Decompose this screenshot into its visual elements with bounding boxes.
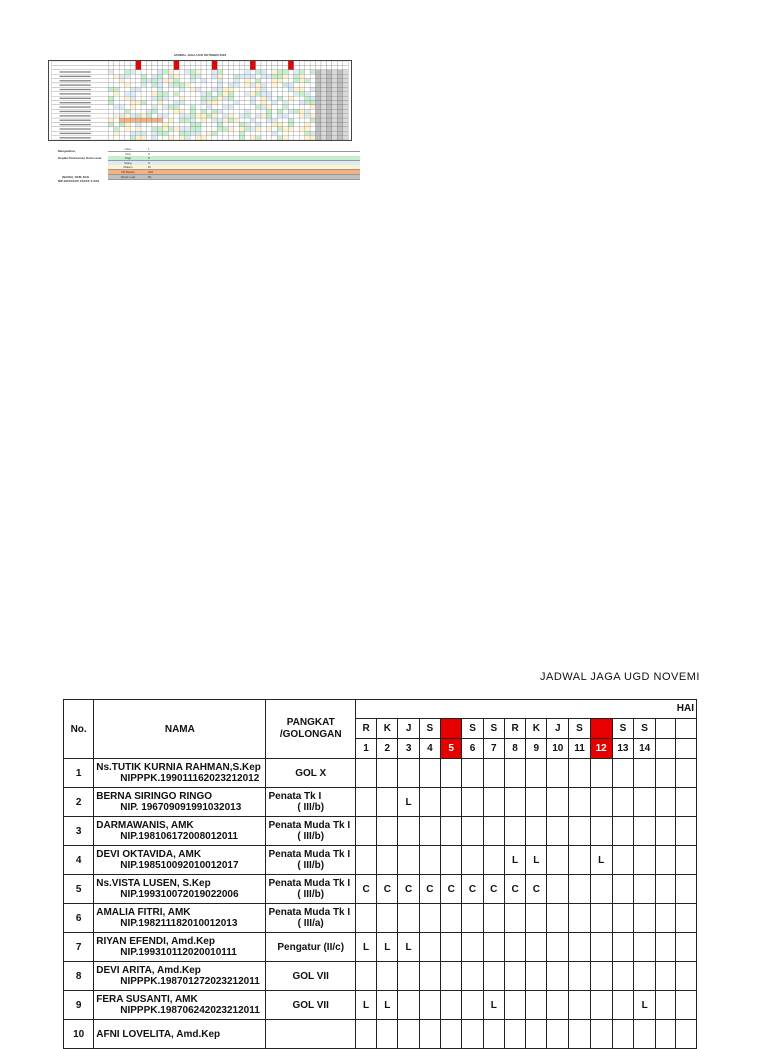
shift-cell[interactable]	[419, 846, 440, 875]
shift-cell[interactable]	[590, 817, 612, 846]
shift-cell[interactable]	[547, 991, 569, 1020]
staff-name-cell	[94, 846, 266, 875]
shift-cell[interactable]	[419, 1020, 440, 1049]
shift-cell[interactable]	[483, 788, 504, 817]
rank-label: Pengatur (II/c)	[277, 941, 345, 953]
day-number-6: 6	[462, 738, 483, 758]
legend-label: Siang	[124, 160, 132, 165]
shift-cell[interactable]	[547, 875, 569, 904]
shift-cell[interactable]	[504, 1020, 525, 1049]
shift-cell[interactable]	[612, 875, 634, 904]
rank-label: Penata Muda Tk I	[268, 907, 351, 918]
row-number: 4	[64, 846, 94, 875]
shift-cell[interactable]: L	[377, 933, 398, 962]
staff-name: RIYAN EFENDI, Amd.Kep	[96, 936, 215, 947]
shift-cell[interactable]	[634, 962, 656, 991]
staff-nip: NIPPPK.199011162023212012	[120, 773, 260, 784]
shift-cell[interactable]: L	[377, 991, 398, 1020]
day-letter-12: M	[590, 718, 612, 738]
signer-nip: NIP.19XXXXXX XXXXX X XXX	[58, 179, 100, 183]
shift-cell[interactable]	[634, 875, 656, 904]
shift-cell[interactable]	[483, 759, 504, 788]
staff-name-cell	[94, 962, 266, 991]
rank-grade: ( III/a)	[297, 918, 324, 929]
staff-nip: NIP. 196709091991032013	[120, 802, 242, 813]
shift-cell[interactable]	[526, 933, 547, 962]
shift-cell[interactable]	[462, 962, 483, 991]
shift-cell[interactable]	[547, 846, 569, 875]
legend-label: Cuti	[125, 151, 131, 156]
day-number-14: 14	[634, 738, 656, 758]
shift-cell[interactable]	[398, 962, 419, 991]
shift-cell-extra[interactable]	[655, 759, 675, 788]
shift-cell[interactable]	[419, 759, 440, 788]
rank-cell	[266, 933, 355, 962]
legend-code: S	[148, 160, 151, 165]
legend-code: L	[148, 147, 150, 151]
shift-cell[interactable]	[526, 991, 547, 1020]
shift-cell[interactable]	[547, 1020, 569, 1049]
staff-name-cell	[94, 933, 266, 962]
shift-cell[interactable]	[483, 846, 504, 875]
rank-label: GOL VII	[292, 999, 329, 1011]
header-nama: NAMA	[94, 700, 266, 759]
shift-cell[interactable]	[462, 788, 483, 817]
shift-cell[interactable]	[612, 1020, 634, 1049]
rank-cell	[266, 991, 355, 1020]
staff-name: AFNI LOVELITA, Amd.Kep	[96, 1028, 221, 1040]
table-row	[64, 788, 697, 817]
shift-cell[interactable]	[441, 788, 462, 817]
shift-cell[interactable]	[398, 817, 419, 846]
shift-cell-extra[interactable]	[655, 904, 675, 933]
header-hari: HAI	[355, 700, 696, 719]
shift-cell[interactable]	[504, 788, 525, 817]
rank-cell	[266, 788, 355, 817]
shift-cell[interactable]: C	[483, 875, 504, 904]
shift-cell[interactable]	[612, 933, 634, 962]
shift-cell-extra[interactable]	[655, 817, 675, 846]
shift-cell[interactable]	[569, 933, 591, 962]
rank-cell	[266, 817, 355, 846]
shift-cell[interactable]	[483, 933, 504, 962]
row-number: 6	[64, 904, 94, 933]
staff-nip: NIPPPK.198706242023212011	[120, 1005, 260, 1016]
shift-cell-extra[interactable]	[676, 962, 697, 991]
row-number: 8	[64, 962, 94, 991]
shift-cell[interactable]	[547, 788, 569, 817]
shift-cell[interactable]: C	[398, 875, 419, 904]
shift-cell[interactable]	[634, 817, 656, 846]
shift-cell[interactable]	[483, 817, 504, 846]
staff-name-cell	[94, 875, 266, 904]
legend-label: Dinas Luar	[120, 174, 136, 179]
shift-cell[interactable]: L	[590, 846, 612, 875]
shift-cell[interactable]	[569, 788, 591, 817]
shift-cell[interactable]	[612, 788, 634, 817]
shift-cell[interactable]	[377, 846, 398, 875]
staff-name: DEVI ARITA, Amd.Kep	[96, 965, 201, 976]
rank-cell	[266, 846, 355, 875]
legend-code: DL	[148, 174, 152, 179]
shift-cell[interactable]	[462, 759, 483, 788]
shift-cell[interactable]: C	[462, 875, 483, 904]
staff-name-cell	[94, 991, 266, 1020]
rank-label: Penata Tk I	[268, 791, 322, 802]
day-number-5: 5	[441, 738, 462, 758]
shift-cell[interactable]	[547, 817, 569, 846]
table-row	[64, 933, 697, 962]
staff-name-cell	[94, 788, 266, 817]
legend-code: OM	[148, 170, 153, 174]
legend-code: C	[148, 151, 151, 156]
shift-cell[interactable]: C	[526, 875, 547, 904]
legend-label: Off Malam	[121, 170, 135, 174]
shift-cell[interactable]	[526, 817, 547, 846]
day-letter-extra	[676, 718, 697, 738]
shift-cell[interactable]	[526, 962, 547, 991]
shift-cell[interactable]	[612, 759, 634, 788]
shift-cell[interactable]	[377, 1020, 398, 1049]
shift-cell[interactable]	[526, 788, 547, 817]
shift-cell[interactable]	[441, 933, 462, 962]
row-number: 1	[64, 759, 94, 788]
legend-label: Pagi	[124, 156, 131, 161]
shift-cell[interactable]	[441, 962, 462, 991]
rank-label: Penata Muda Tk I	[268, 878, 351, 889]
shift-cell[interactable]	[634, 759, 656, 788]
shift-cell[interactable]	[634, 933, 656, 962]
staff-nip: NIP.199310072019022006	[120, 889, 239, 900]
staff-name: Ns.TUTIK KURNIA RAHMAN,S.Kep	[96, 762, 261, 773]
shift-cell[interactable]	[377, 817, 398, 846]
shift-cell[interactable]	[569, 904, 591, 933]
shift-cell[interactable]	[526, 1020, 547, 1049]
rank-grade: ( III/b)	[297, 802, 325, 813]
shift-cell[interactable]	[504, 759, 525, 788]
day-letter-2: K	[377, 718, 398, 738]
shift-cell[interactable]	[462, 1020, 483, 1049]
shift-cell[interactable]: L	[398, 788, 419, 817]
day-number-7: 7	[483, 738, 504, 758]
table-row	[64, 817, 697, 846]
shift-cell[interactable]	[612, 962, 634, 991]
day-letter-13: S	[612, 718, 634, 738]
staff-name: DARMAWANIS, AMK	[96, 820, 194, 831]
staff-nip: NIP.199310112020010111	[120, 947, 237, 958]
legend-code: M	[148, 165, 151, 170]
shift-cell[interactable]	[419, 788, 440, 817]
shift-cell[interactable]	[526, 759, 547, 788]
day-letter-11: S	[569, 718, 591, 738]
shift-cell[interactable]	[462, 991, 483, 1020]
day-number-10: 10	[547, 738, 569, 758]
shift-cell-extra[interactable]	[655, 933, 675, 962]
shift-cell[interactable]	[504, 817, 525, 846]
shift-cell[interactable]	[634, 904, 656, 933]
header-pangkat: PANGKAT /GOLONGAN	[266, 700, 355, 759]
thumbnail-title: JADWAL JAGA UGD OKTOBER 2023	[173, 53, 227, 57]
day-number-9: 9	[526, 738, 547, 758]
legend-label: Libur	[124, 147, 132, 151]
kepala-label: Kepala Puskesmas Kota Lama	[58, 156, 102, 160]
day-number-8: 8	[504, 738, 525, 758]
shift-cell[interactable]: L	[355, 991, 376, 1020]
day-letter-7: S	[483, 718, 504, 738]
shift-cell[interactable]: L	[483, 991, 504, 1020]
shift-cell[interactable]	[547, 759, 569, 788]
shift-cell[interactable]	[355, 1020, 376, 1049]
table-row	[64, 1020, 697, 1049]
row-number: 3	[64, 817, 94, 846]
shift-cell[interactable]	[569, 817, 591, 846]
day-letter-3: J	[398, 718, 419, 738]
day-number-4: 4	[419, 738, 440, 758]
rank-cell	[266, 904, 355, 933]
staff-name-cell	[94, 1020, 266, 1049]
day-letter-9: K	[526, 718, 547, 738]
shift-cell[interactable]	[462, 846, 483, 875]
day-number-13: 13	[612, 738, 634, 758]
shift-cell[interactable]: L	[504, 846, 525, 875]
table-row	[64, 875, 697, 904]
shift-cell[interactable]	[547, 904, 569, 933]
row-number: 9	[64, 991, 94, 1020]
shift-cell[interactable]: C	[419, 875, 440, 904]
shift-cell[interactable]	[590, 759, 612, 788]
shift-cell-extra[interactable]	[676, 933, 697, 962]
rank-label: Penata Muda Tk I	[268, 820, 351, 831]
mengetahui-label: Mengetahui,	[58, 149, 76, 153]
shift-cell-extra[interactable]	[676, 991, 697, 1020]
day-letter-10: J	[547, 718, 569, 738]
shift-cell[interactable]	[569, 991, 591, 1020]
shift-cell[interactable]: C	[441, 875, 462, 904]
row-number: 7	[64, 933, 94, 962]
day-number-11: 11	[569, 738, 591, 758]
shift-cell[interactable]	[441, 1020, 462, 1049]
shift-cell-extra[interactable]	[655, 1020, 675, 1049]
staff-nip: NIPPPK.198701272023212011	[120, 976, 260, 987]
shift-cell-extra[interactable]	[676, 817, 697, 846]
schedule-table	[63, 699, 697, 1049]
shift-cell[interactable]	[377, 962, 398, 991]
staff-name-cell	[94, 817, 266, 846]
shift-cell[interactable]	[419, 817, 440, 846]
rank-grade: ( III/b)	[297, 889, 325, 900]
shift-cell[interactable]	[441, 817, 462, 846]
shift-cell[interactable]: L	[634, 991, 656, 1020]
shift-cell-extra[interactable]	[655, 875, 675, 904]
shift-cell[interactable]: C	[377, 875, 398, 904]
staff-name-cell	[94, 904, 266, 933]
staff-nip: NIP.198211182010012013	[120, 918, 238, 929]
shift-cell[interactable]	[590, 1020, 612, 1049]
rank-grade: ( III/b)	[297, 831, 325, 842]
shift-cell[interactable]	[590, 788, 612, 817]
rank-cell	[266, 962, 355, 991]
staff-name: DEVI OKTAVIDA, AMK	[96, 849, 202, 860]
shift-cell[interactable]	[377, 788, 398, 817]
shift-cell[interactable]	[462, 933, 483, 962]
signer-name: (NAMA), SKM, M.Si	[62, 175, 90, 179]
shift-cell[interactable]	[441, 904, 462, 933]
schedule-title: JADWAL JAGA UGD NOVEMI	[540, 671, 700, 683]
shift-cell[interactable]	[419, 933, 440, 962]
day-letter-14: S	[634, 718, 656, 738]
shift-cell[interactable]	[398, 904, 419, 933]
day-number-extra	[655, 738, 675, 758]
shift-cell[interactable]	[355, 962, 376, 991]
shift-cell[interactable]	[590, 904, 612, 933]
shift-cell[interactable]	[441, 846, 462, 875]
staff-nip: NIP.198106172008012011	[120, 831, 238, 842]
shift-cell[interactable]	[355, 788, 376, 817]
rank-grade: ( III/b)	[297, 860, 325, 871]
shift-cell-extra[interactable]	[655, 991, 675, 1020]
shift-cell[interactable]	[590, 962, 612, 991]
row-number: 5	[64, 875, 94, 904]
legend-label: Malam	[123, 165, 133, 170]
day-letter-extra	[655, 718, 675, 738]
rank-cell	[266, 1020, 355, 1049]
row-number: 10	[64, 1020, 94, 1049]
shift-cell[interactable]	[569, 962, 591, 991]
table-row	[64, 991, 697, 1020]
shift-cell[interactable]	[504, 991, 525, 1020]
table-row	[64, 962, 697, 991]
shift-cell[interactable]	[569, 1020, 591, 1049]
staff-name: FERA SUSANTI, AMK	[96, 994, 198, 1005]
table-row	[64, 759, 697, 788]
shift-cell[interactable]	[355, 846, 376, 875]
day-letter-8: R	[504, 718, 525, 738]
shift-cell[interactable]: L	[355, 933, 376, 962]
shift-cell[interactable]: C	[504, 875, 525, 904]
shift-cell[interactable]	[441, 759, 462, 788]
header-no: No.	[64, 700, 94, 759]
shift-cell[interactable]	[419, 962, 440, 991]
shift-cell[interactable]	[590, 991, 612, 1020]
shift-cell[interactable]	[419, 904, 440, 933]
day-number-1: 1	[355, 738, 376, 758]
shift-cell-extra[interactable]	[655, 788, 675, 817]
shift-cell[interactable]	[355, 759, 376, 788]
shift-cell[interactable]	[547, 933, 569, 962]
shift-cell[interactable]	[419, 991, 440, 1020]
rank-label: Penata Muda Tk I	[268, 849, 351, 860]
day-number-2: 2	[377, 738, 398, 758]
day-letter-6: S	[462, 718, 483, 738]
staff-name: Ns.VISTA LUSEN, S.Kep	[96, 878, 211, 889]
rank-label: GOL VII	[292, 970, 329, 982]
shift-cell[interactable]	[504, 933, 525, 962]
day-letter-1: R	[355, 718, 376, 738]
shift-cell[interactable]	[590, 875, 612, 904]
shift-cell[interactable]	[569, 846, 591, 875]
table-row	[64, 904, 697, 933]
shift-cell[interactable]	[483, 1020, 504, 1049]
shift-cell-extra[interactable]	[676, 1020, 697, 1049]
shift-cell[interactable]	[612, 991, 634, 1020]
rank-cell	[266, 875, 355, 904]
legend-code: P	[148, 156, 151, 161]
shift-cell-extra[interactable]	[676, 788, 697, 817]
shift-cell[interactable]	[569, 759, 591, 788]
shift-cell[interactable]	[355, 904, 376, 933]
shift-cell[interactable]	[634, 846, 656, 875]
day-number-12: 12	[590, 738, 612, 758]
shift-cell[interactable]	[398, 991, 419, 1020]
shift-cell[interactable]	[612, 904, 634, 933]
staff-name: BERNA SIRINGO RINGO	[96, 791, 212, 802]
rank-label: GOL X	[295, 767, 327, 779]
shift-cell[interactable]	[483, 962, 504, 991]
rank-cell	[266, 759, 355, 788]
day-letter-4: S	[419, 718, 440, 738]
staff-name-cell	[94, 759, 266, 788]
shift-cell[interactable]	[634, 1020, 656, 1049]
shift-cell[interactable]	[377, 904, 398, 933]
shift-cell[interactable]	[634, 788, 656, 817]
day-number-extra	[676, 738, 697, 758]
staff-nip: NIP.198510092010012017	[120, 860, 239, 871]
shift-cell[interactable]	[462, 817, 483, 846]
shift-cell[interactable]	[355, 817, 376, 846]
row-number: 2	[64, 788, 94, 817]
shift-cell[interactable]	[526, 904, 547, 933]
shift-cell-extra[interactable]	[655, 846, 675, 875]
shift-cell[interactable]	[377, 759, 398, 788]
shift-cell-extra[interactable]	[676, 759, 697, 788]
shift-cell[interactable]: L	[526, 846, 547, 875]
shift-cell-extra[interactable]	[655, 962, 675, 991]
shift-cell[interactable]	[398, 846, 419, 875]
shift-cell[interactable]	[590, 933, 612, 962]
shift-cell[interactable]	[398, 759, 419, 788]
shift-cell[interactable]	[483, 904, 504, 933]
staff-name: AMALIA FITRI, AMK	[96, 907, 191, 918]
shift-cell[interactable]	[547, 962, 569, 991]
shift-cell[interactable]	[569, 875, 591, 904]
shift-cell[interactable]	[398, 1020, 419, 1049]
shift-cell[interactable]	[504, 962, 525, 991]
day-number-3: 3	[398, 738, 419, 758]
shift-cell[interactable]: C	[355, 875, 376, 904]
shift-cell[interactable]	[441, 991, 462, 1020]
shift-cell-extra[interactable]	[676, 904, 697, 933]
shift-cell[interactable]	[612, 846, 634, 875]
table-row	[64, 846, 697, 875]
shift-cell[interactable]	[612, 817, 634, 846]
shift-cell[interactable]	[462, 904, 483, 933]
shift-cell-extra[interactable]	[676, 875, 697, 904]
day-letter-5: M	[441, 718, 462, 738]
shift-cell[interactable]	[504, 904, 525, 933]
shift-cell-extra[interactable]	[676, 846, 697, 875]
shift-cell[interactable]: L	[398, 933, 419, 962]
